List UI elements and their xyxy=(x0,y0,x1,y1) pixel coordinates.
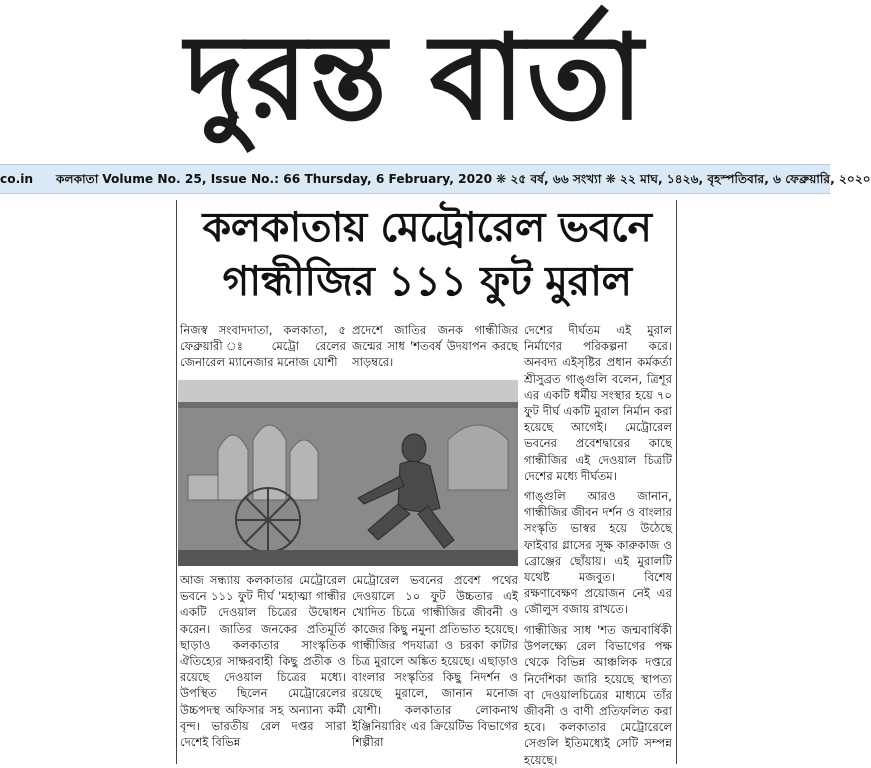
masthead-title: দুরন্ত বার্তা xyxy=(185,9,645,147)
column-1-top: নিজস্ব সংবাদদাতা, কলকাতা, ৫ ফেব্রুয়ারী ঃ মেট্রো রেলের জেনারেল ম্যানেজার মনোজ যোশী xyxy=(180,323,346,370)
dateline-bengali-date: ❋ ২৫ বর্ষ, ৬৬ সংখ্যা ❋ ২২ মাঘ, ১৪২৬, বৃহস্পতিবার, ৬ ফেব্রুয়ারি, ২০২০ xyxy=(495,172,871,186)
column-3-top: দেশের দীর্ঘতম এই মুরাল নির্মাণের পরিকল্পনা করে। অনবদ্য এইসৃষ্টির প্রধান কর্মকর্তা শ্রীসুব্রত গাঙ্গুলি বলেন, ত্রিশূর এর একটি ধর্মীয় সংস্থার হয়ে ৭০ ফুট দীর্ঘ একটি মুরাল নির্মান করা হয়েছে আগেই। মেট্রোরেল ভবনের প্রবেশদ্বারের কাছে গান্ধীজির এই দেওয়াল চিত্রটি দেশের মধ্যে দীর্ঘতম। xyxy=(524,323,672,483)
column-rule-left xyxy=(176,200,177,764)
dateline-site: co.in xyxy=(0,172,34,186)
masthead xyxy=(0,0,830,162)
column-3-middle: গাঙ্গুলি আরও জানান, গান্ধীজির জীবন দর্শন ও বাংলার সংস্কৃতি ভাস্বর হয়ে উঠেছে ফাইবার গ্লাসের সূক্ষ কারুকাজ ও ব্রোঞ্জের ছোঁয়ায়। এই মুরালটি যথেষ্ট মজবুত। বিশেষ রক্ষণাবেক্ষণ প্রয়োজন নেই এর জৌলুস বজায় রাখতে। xyxy=(524,489,672,617)
dateline-bar xyxy=(0,164,871,194)
column-1-bottom: আজ সন্ধ্যায় কলকাতার মেট্রোরেল ভবনে ১১১ ফুট দীর্ঘ 'মহাত্মা গান্ধীর একটি দেওয়াল চিত্রের উদ্বোধন করেন। জাতির জনকের প্রতিমূর্তি ছাড়াও কলকাতার সাংস্কৃতিক ঐতিহ্যের সাক্ষরবাহী কিছু প্রতীক ও রয়েছে দেওয়াল চিত্রের মধ্যে। উপস্থিত ছিলেন মেট্রোরেলের উচ্চপদস্থ অফিসার সহ অন্যান্য কর্মী বৃন্দ। ভারতীয় রেল দপ্তর সারা দেশেই বিভিন্ন xyxy=(180,573,346,750)
dateline-city: কলকাতা xyxy=(56,172,99,186)
mural-illustration xyxy=(178,380,518,566)
dateline-volume: Volume No. 25, Issue No.: 66 Thursday, 6 February, 2020 xyxy=(102,172,493,186)
gandhi-mural-photo xyxy=(178,380,518,566)
article-headline xyxy=(178,200,676,308)
column-2-bottom: মেট্রোরেল ভবনের প্রবেশ পথের দেওয়ালে ১০ ফুট উচ্চতার এই খোদিত চিত্রে গান্ধীজির জীবনী ও কাজের কিছু নমুনা প্রতিভাত হয়েছে। গান্ধীজির পদযাত্রা ও চরকা কাটার চিত্র মুরালে অঙ্কিত হয়েছে। এছাড়াও বাংলার সংস্কৃতির কিছু নিদর্শন ও রয়েছে মুরালে, জানান মনোজ যোশী। কলকাতার লোকনাথ ইঞ্জিনিয়ারিং এর ক্রিয়েটিভ বিভাগের শিল্পীরা xyxy=(352,573,518,750)
dateline-text xyxy=(56,165,871,193)
column-2-top: প্রদেশে জাতির জনক গান্ধীজির জন্মের সাধ 'শতবর্ষ উদযাপন করছে সাড়ম্বরে। xyxy=(352,323,518,370)
column-rule-right xyxy=(676,200,677,764)
column-3-bottom: গান্ধীজির সাধ 'শত জন্মবার্ষিকী উপলক্ষ্যে রেল বিভাগের পক্ষ থেকে বিভিন্ন আঞ্চলিক দপ্তরে নির্দেশিকা জারি হয়েছে স্থাপত্য বা দেওয়ালচিত্রের মাধ্যমে তাঁর জীবনী ও বাণী প্রতিফলিত করা হবে। কলকাতার মেট্রোরেলে সেগুলি ইতিমধ্যেই সেটি সম্পন্ন হয়েছে। xyxy=(524,623,672,767)
headline-line-2: গান্ধীজির ১১১ ফুট মুরাল xyxy=(222,257,632,305)
headline-line-1: কলকাতায় মেট্রোরেল ভবনে xyxy=(202,203,652,251)
